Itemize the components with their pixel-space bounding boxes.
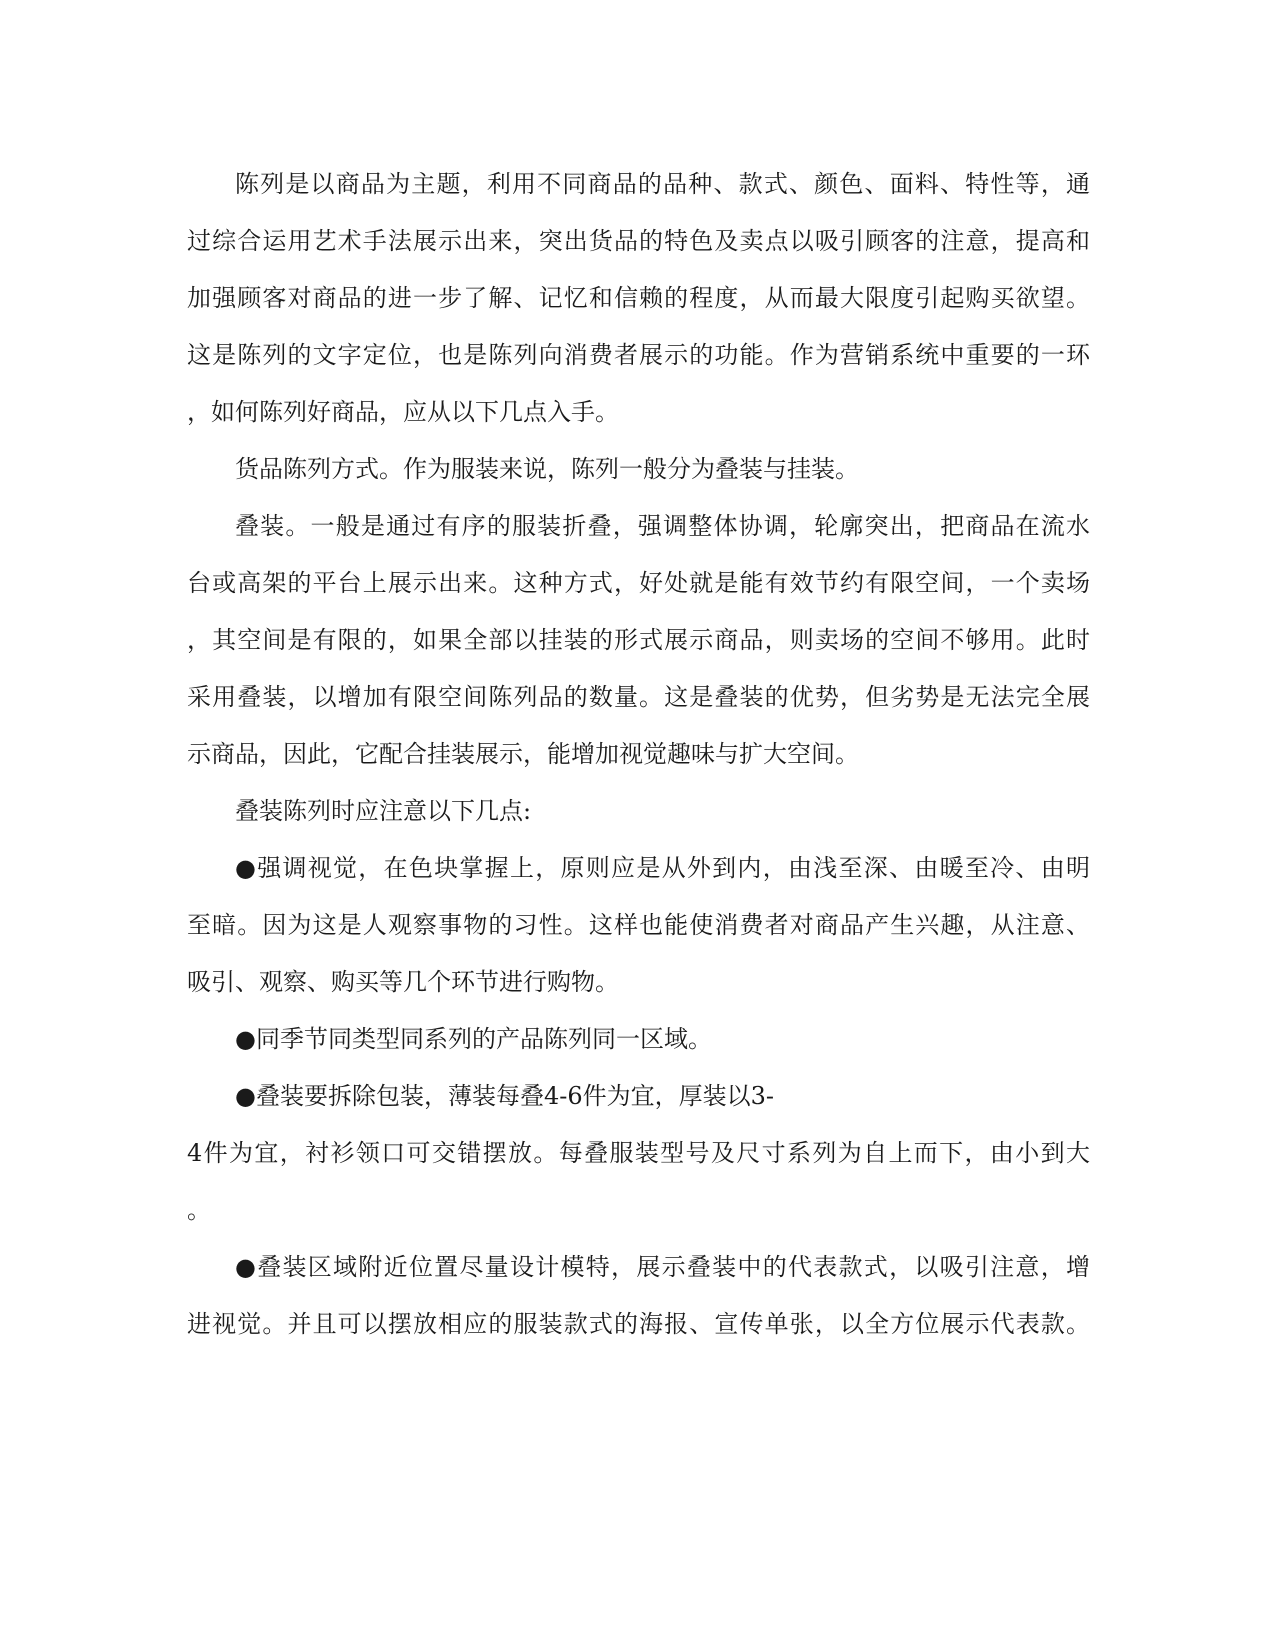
- bullet-line: ●叠装区域附近位置尽量设计模特，展示叠装中的代表款式，以吸引注意，增: [235, 1253, 1090, 1281]
- paragraph-line: 加强顾客对商品的进一步了解、记忆和信赖的程度，从而最大限度引起购买欲望。: [187, 284, 1090, 312]
- paragraph-line: 台或高架的平台上展示出来。这种方式，好处就是能有效节约有限空间，一个卖场: [187, 569, 1090, 597]
- paragraph-line: 至暗。因为这是人观察事物的习性。这样也能使消费者对商品产生兴趣，从注意、: [187, 911, 1090, 939]
- paragraph-line: 叠装陈列时应注意以下几点:: [235, 797, 532, 825]
- bullet-line: ●叠装要拆除包装，薄装每叠4-6件为宜，厚装以3-: [235, 1082, 774, 1110]
- paragraph-line: 货品陈列方式。作为服装来说，陈列一般分为叠装与挂装。: [235, 455, 859, 483]
- paragraph-line: 进视觉。并且可以摆放相应的服装款式的海报、宣传单张，以全方位展示代表款。: [187, 1310, 1090, 1338]
- paragraph-line: ，如何陈列好商品，应从以下几点入手。: [187, 398, 619, 426]
- paragraph-line: 这是陈列的文字定位，也是陈列向消费者展示的功能。作为营销系统中重要的一环: [187, 341, 1090, 369]
- paragraph-line: ，其空间是有限的，如果全部以挂装的形式展示商品，则卖场的空间不够用。此时: [187, 626, 1090, 654]
- bullet-line: ●同季节同类型同系列的产品陈列同一区域。: [235, 1025, 712, 1053]
- paragraph-line: 叠装。一般是通过有序的服装折叠，强调整体协调，轮廓突出，把商品在流水: [235, 512, 1090, 540]
- bullet-line: ●强调视觉，在色块掌握上，原则应是从外到内，由浅至深、由暖至冷、由明: [235, 854, 1090, 882]
- paragraph-line: 4件为宜，衬衫领口可交错摆放。每叠服装型号及尺寸系列为自上而下，由小到大: [187, 1139, 1090, 1167]
- paragraph-line: 。: [187, 1196, 211, 1224]
- paragraph-line: 陈列是以商品为主题，利用不同商品的品种、款式、颜色、面料、特性等，通: [235, 170, 1090, 198]
- paragraph-line: 过综合运用艺术手法展示出来，突出货品的特色及卖点以吸引顾客的注意，提高和: [187, 227, 1090, 255]
- paragraph-line: 示商品，因此，它配合挂装展示，能增加视觉趣味与扩大空间。: [187, 740, 859, 768]
- paragraph-line: 采用叠装，以增加有限空间陈列品的数量。这是叠装的优势，但劣势是无法完全展: [187, 683, 1090, 711]
- paragraph-line: 吸引、观察、购买等几个环节进行购物。: [187, 968, 619, 996]
